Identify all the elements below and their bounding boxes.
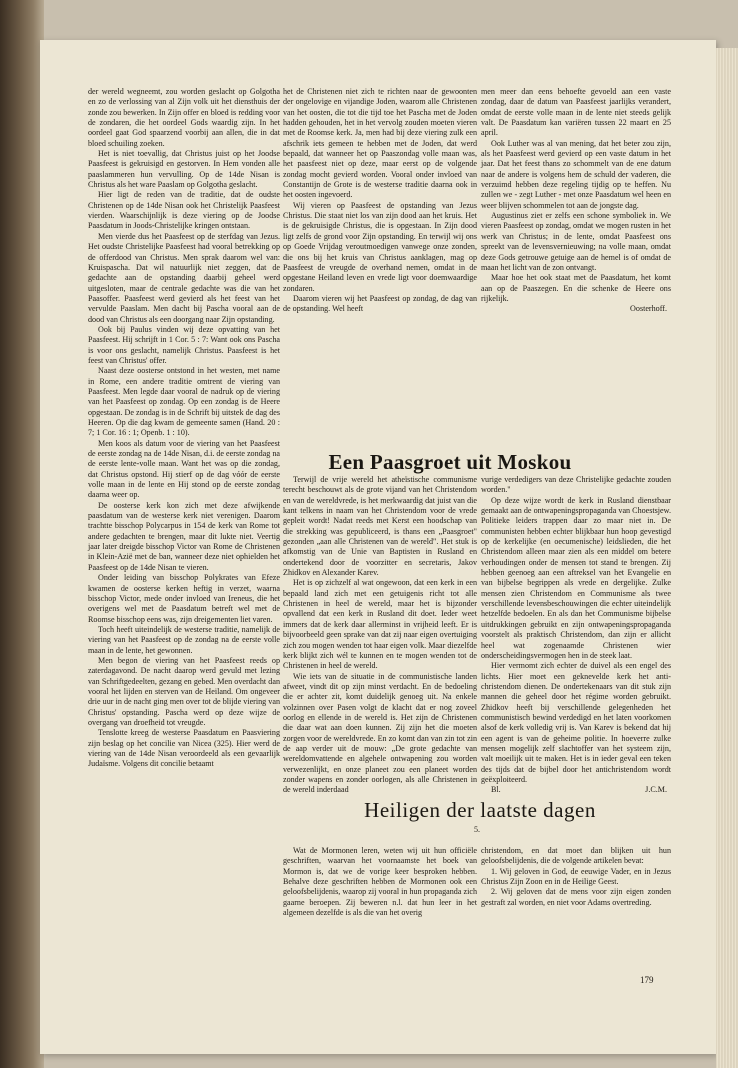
paragraph: Augustinus ziet er zelfs een schone symboliek in. We vieren Paasfeest op zondag, omdat we mogen rusten in het werk van Christus; in de lente, omdat Paasfeest ons spreekt van de levensvernieuwing; na volle maan, omdat deze Gods getrouwe getuige aan de hemel is of omdat de maan het licht van de zon ontvangt. <box>481 211 671 272</box>
paragraph: Men begon de viering van het Paasfeest reeds op zaterdagavond. De nacht daarop werd gevuld met lezing van Schriftgedeelten, gezang en gebed. Men overdacht dan vooral het lijden en sterven van de Heiland. Om ongeveer drie uur in de nacht ging men over tot de blijde viering van Christus' opstanding. Pascha werd op deze wijze de overgang van droefheid tot vreugde. <box>88 655 280 727</box>
paragraph: 2. Wij geloven dat de mens voor zijn eigen zonden gestraft zal worden, en niet voor Adams overtreding. <box>481 887 671 907</box>
paragraph: Men vierde dus het Paasfeest op de sterfdag van Jezus. Het oudste Christelijke Paasfeest had vooral betrekking op de offerdood van Christus. Men sprak daarom wel van: Kruispascha. Dat wil natuurlijk niet zeggen, dat de gedachte aan de opstanding daarbij geheel werd uitgesloten, maar de centrale gedachte was die van het Paasoffer. Paasfeest werd gevierd als het feest van het vervulde Paaslam. Men dacht bij Pascha vooral aan de dood van Christus als een doorgang naar Zijn opstanding. <box>88 231 280 324</box>
article2-column2 <box>283 475 477 796</box>
paragraph: Daarom vieren wij het Paasfeest op zondag, de dag van de opstanding. Wel heeft <box>283 293 477 314</box>
page-edges <box>716 48 738 1068</box>
paragraph: Wie iets van de situatie in de communistische landen afweet, vindt dit op zijn minst verdacht. En de bedoeling die er achter zit, komt duidelijk genoeg uit. Na enkele volzinnen over Pasen volgt de klacht dat er nog zoveel oorlog en ellende in de wereld is. Het zijn de Christenen die daar wat aan doen kunnen. Zij zijn het die moeten zorgen voor de wereldvrede. En zo komt dan van zin tot zin de aap verder uit de mouw: „De grote gedachte van wereldomvattende en algehele ontwapening zou worden verwezenlijkt, en onze planeet zou een planeet worden zonder wapens en zonder oorlogen, als alle Christenen in de wereld inderdaad <box>283 671 477 795</box>
paragraph: Wij vieren op Paasfeest de opstanding van Jezus Christus. Die staat niet los van zijn dood aan het kruis. Het is de gekruisigde Christus, die is opgestaan. In Zijn dood ligt zelfs de grond voor Zijn opstanding. En terwijl wij ons op Goede Vrijdag veroutmoedigen vanwege onze zonden, die ons bij het kruis van Christus aanklagen, mag op Paasfeest de vreugde de overhand nemen, omdat in de opgestane Heiland leven en vrede ligt voor doemwaardige zondaren. <box>283 200 477 293</box>
paragraph: Hier vermomt zich echter de duivel als een engel des lichts. Hier moet een geknevelde kerk het anti-christendom dienen. De ondertekenaars van dit stuk zijn mannen die geheel door het régime worden gebruikt. Zhidkov heeft bij verschillende gelegenheden het communistisch bewind verdedigd en het laten voorkomen alsof de kerk volledig vrij is. Van Karev is bekend dat hij een agent is van de geheime politie. In hoeverre zulke mensen mogelijk zelf slachtoffer van het systeem zijn, valt moeilijk uit te maken. Het is in ieder geval een teken des tijds dat de bijbel door het antichristendom wordt geëxploiteerd. <box>481 661 671 784</box>
paragraph: Het is niet toevallig, dat Christus juist op het Joodse Paasfeest is gekruisigd en gestorven. In Hem vonden alle paaslammeren hun vervulling. Op de 14de Nisan is Christus als het ware Paaslam op Golgotha geslacht. <box>88 149 280 190</box>
article3-column2 <box>283 846 477 918</box>
article3-number: 5. <box>474 825 480 834</box>
book-binding <box>0 0 44 1068</box>
paragraph: het de Christenen niet zich te richten naar de gewoonten der ongelovige en vijandige Joden, waarom alle Christenen van het oosten, die tot die tijd toe het Pascha met de Joden hadden gehouden, het in het vervolg zouden moeten vieren met de Roomse kerk. Ja, men had bij deze viering zulk een afschrik iets gemeen te hebben met de Joden, dat werd bepaald, dat wanneer het op Paaszondag volle maan was, het paasfeest niet op deze, maar eerst op de volgende zondag mocht gevierd worden. Vooral onder invloed van Constantijn de Grote is de westerse traditie daarna ook in het oosten ingevoerd. <box>283 87 477 200</box>
paragraph: Op deze wijze wordt de kerk in Rusland dienstbaar gemaakt aan de ontwapeningspropaganda van Choestsjew. Politieke leiders trappen daar zo maar niet in. De communisten hebben echter blijkbaar hun hoop gevestigd op de kerkelijke (en oecumenische) leidslieden, die het Christendom alleen maar zien als een middel om betere verhoudingen onder de mensen tot stand te brengen. Zij hebben geenoeg aan een aftreksel van het Evangelie en van bijbelse begrippen als vrede en dergelijke. Zulke mensen zien Christendom en Communisme als twee verschillende levensbeschouwingen die echter uiteindelijk hetzelfde bedoelen. En als dan het Communisme bijbelse uitdrukkingen gebruikt en zijn ontwapeningspropaganda voorstelt als praktisch Christendom, dan zijn er allicht heel wat zogenaamde Christenen wier onderscheidingsvermogen hen in de steek laat. <box>481 495 671 660</box>
paragraph: vurige verdedigers van deze Christelijke gedachte zouden worden." <box>481 475 671 495</box>
paragraph: Ook Luther was al van mening, dat het beter zou zijn, als het Paasfeest werd gevierd op een vaste datum in het jaar. Dat het feest thans zo schommelt van de ene datum naar de andere is volgens hem de schuld der vaderen, die verzuimd hebben deze regeling tijdig op te heffen. Nu zullen we - zegt Luther - met onze Paasdatum wel heen en weer blijven schommelen tot aan de jongste dag. <box>481 138 671 210</box>
article2-signature-row <box>481 785 671 795</box>
article2-column3 <box>481 475 671 796</box>
paragraph: der wereld wegneemt, zou worden geslacht op Golgotha en zo de verlossing van al Zijn volk uit het diensthuis der zonde zou bewerken. In Zijn offer en bloed is redding voor de zondaren, die het oordeel Gods waardig zijn. In het oordeel gaat God spaarzend voorbij aan allen, die in dat bloed schuiling zoeken. <box>88 87 280 148</box>
article3-column3 <box>481 846 671 908</box>
paragraph: Onder leiding van bisschop Polykrates van Efeze kwamen de oosterse kerken heftig in verzet, waarna bisschop Victor, mede onder invloed van Ireneus, die het overigens wel met de Paasdatum betreft wel met de Roomse bisschop eens was, zijn dreigementen liet varen. <box>88 573 280 624</box>
article1-signature: Oosterhoff. <box>630 304 667 314</box>
paragraph: Wat de Mormonen leren, weten wij uit hun officiële geschriften, waarvan het voornaamste het boek van Mormon is, dat we de vorige keer besproken hebben. Behalve deze geschriften hebben de Mormonen ook een geloofsbelijdenis, waarop zij vooral in hun propaganda zich gaarne beroepen. Zij beweren n.l. dat hun leer in het algemeen dezelfde is als die van het overig <box>283 846 477 918</box>
paragraph: Men koos als datum voor de viering van het Paasfeest de eerste zondag na de 14de Nisan, d.i. de eerste zondag na de eerste lente-volle maan. Want het was op die zondag, dat Christus opstond. Hij stierf op de dag vóór de eerste volle maan in de lente en Hij stond op de eerste zondag daarna weer op. <box>88 438 280 500</box>
article2-signature-left: Bl. <box>491 785 501 795</box>
paragraph: Naast deze oosterse ontstond in het westen, met name in Rome, een andere traditie omtrent de viering van Paasfeest. Men legde daar vooral de nadruk op de viering van het Paasfeest op zondag. Op een zondag is de Heere opgestaan. De zondag is in de Schrift bij uitstek de dag des Heeren. Op die dag kwam de gemeente samen (Hand. 20 : 7; 1 Cor. 16 : 1; Openb. 1 : 10). <box>88 366 280 438</box>
paragraph: christendom, en dat moet dan blijken uit hun geloofsbelijdenis, die de volgende artikelen bevat: <box>481 846 671 866</box>
paragraph: Terwijl de vrije wereld het atheïstische communisme terecht beschouwt als de grote vijand van het Christendom en van de wereldvrede, is het merkwaardig dat juist van die kant telkens in naam van het Christendom voor de vrede gepleit wordt! Nadat reeds met Kerst een hoodschap van die strekking was gepubliceerd, is thans een „Paasgroet" gezonden „aan alle Christenen van de wereld". Het stuk is afkomstig van de Unie van Baptisten in Rusland en ondertekend door de voorzitter en secretaris, Jakov Zhidkov en Alexander Karev. <box>283 475 477 578</box>
paragraph: Het is op zichzelf al wat ongewoon, dat een kerk in een bepaald land zich met een getuigenis richt tot alle Christenen in heel de wereld, maar het is bijzonder opvallend dat een kerk in Rusland dit doet. Ieder weet immers dat de kerk daar allerminst in vrijheid leeft. Er is bijvoorbeeld geen sprake van dat zij naar eigen overtuiging zich zou mogen wenden tot haar eigen volk. Maar diezelfde kerk blijkt zich wél te kunnen en te mogen wenden tot de Christenen in heel de wereld. <box>283 578 477 671</box>
article1-column3 <box>481 87 671 315</box>
article2-signature-right: J.C.M. <box>645 785 667 795</box>
article3-title: Heiligen der laatste dagen <box>364 798 596 822</box>
article1-column1 <box>88 87 280 770</box>
article2-title: Een Paasgroet uit Moskou <box>328 450 572 474</box>
paragraph: Hier ligt de reden van de traditie, dat de oudste Christenen op de 14de Nisan ook het Christelijk Paasfeest vierden. Waarschijnlijk is deze viering op de Joodse Paasdatum in Joods-Christelijke kringen ontstaan. <box>88 190 280 231</box>
paragraph: Maar hoe het ook staat met de Paasdatum, het komt aan op de Paaszegen. En die schenke de Heere ons rijkelijk. <box>481 273 671 303</box>
paragraph: Ook bij Paulus vinden wij deze opvatting van het Paasfeest. Hij schrijft in 1 Cor. 5 : 7: Want ook ons Pascha is voor ons geslacht, namelijk Christus. Paasfeest is het feest van Christus' offer. <box>88 324 280 365</box>
article1-column2 <box>283 87 477 315</box>
paragraph: 1. Wij geloven in God, de eeuwige Vader, en in Jezus Christus Zijn Zoon en in de Heilige Geest. <box>481 866 671 887</box>
page-number: 179 <box>640 975 654 985</box>
paragraph: De oosterse kerk kon zich met deze afwijkende paasdatum van de westerse kerk niet verenigen. Daarom trachtte bisschop Polycarpus in 154 de kerk van Rome tot andere gedachten te brengen, maar dit lukte niet. Veertig jaar later dreigde bisschop Victor van Rome de Christenen in Klein-Azië met de ban, wanneer deze niet ophielden het Paasfeest op de 14de Nisan te vieren. <box>88 500 280 572</box>
paragraph: Toch heeft uiteindelijk de westerse traditie, namelijk de viering van het Paasfeest op de zondag na de eerste volle maan in de lente, het gewonnen. <box>88 624 280 655</box>
paragraph: Tenslotte kreeg de westerse Paasdatum en Paasviering zijn beslag op het concilie van Nicea (325). Hier werd de viering van de 14de Nisan veroordeeld als een gevaarlijk Judaïsme. Volgens dit concilie betaamt <box>88 728 280 769</box>
paragraph: men meer dan eens behoefte gevoeld aan een vaste zondag, daar de datum van Paasfeest jaarlijks verandert, omdat de eerste volle maan in de lente niet steeds gelijk valt. De Paasdatum kan variëren tussen 22 maart en 25 april. <box>481 87 671 138</box>
